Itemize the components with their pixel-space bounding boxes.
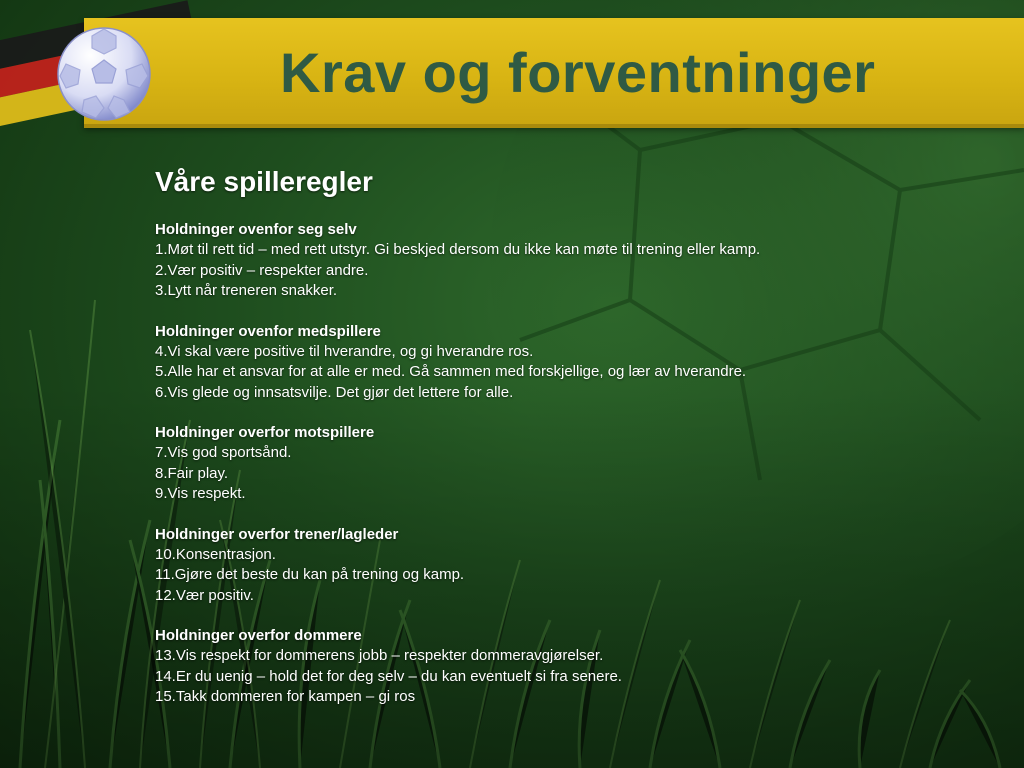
section-heading: Holdninger overfor dommere [155,627,362,644]
rule-item: 14.Er du uenig – hold det for deg selv – du kan eventuelt si fra senere. [155,667,622,685]
rule-item: 7.Vis god sportsånd. [155,444,292,461]
rule-item: 1.Møt til rett tid – med rett utstyr. Gi beskjed dersom du ikke kan møte til trening eller kamp. [155,241,761,258]
rule-item: 3.Lytt når treneren snakker. [155,282,338,299]
rule-item: 5.Alle har et ansvar for at alle er med. Gå sammen med forskjellige, og lær av hverandre. [155,363,747,380]
section-teammates [155,322,935,404]
rule-list [155,443,935,505]
rule-item: 12.Vær positiv. [155,586,254,604]
rule-item: 6.Vis glede og innsatsvilje. Det gjør det lettere for alle. [155,383,514,401]
section-self [155,220,935,302]
section-coach [155,525,935,607]
rule-item: 4.Vi skal være positive til hverandre, og gi hverandre ros. [155,342,534,360]
rule-item: 2.Vær positiv – respekter andre. [155,261,369,279]
section-opponents [155,423,935,505]
rule-item: 9.Vis respekt. [155,485,246,502]
rule-item: 11.Gjøre det beste du kan på trening og kamp. [155,566,465,583]
rule-item: 13.Vis respekt for dommerens jobb – respekter dommeravgjørelser. [155,647,604,664]
rule-list [155,342,935,404]
section-heading: Holdninger ovenfor medspillere [155,322,381,340]
rule-item: 10.Konsentrasjon. [155,545,276,563]
title-bar-underline [84,124,1024,128]
section-heading: Holdninger overfor motspillere [155,424,375,441]
rules-subtitle: Våre spilleregler [155,166,373,197]
rules-content [155,166,935,728]
section-heading: Holdninger ovenfor seg selv [155,221,357,238]
page-title: Krav og forventninger [280,41,876,104]
section-heading: Holdninger overfor trener/lagleder [155,525,399,543]
rule-list [155,545,935,607]
rule-item: 15.Takk dommeren for kampen – gi ros [155,688,416,705]
section-referees [155,626,935,708]
soccer-ball-icon [54,24,154,124]
rule-item: 8.Fair play. [155,464,229,482]
rule-list [155,646,935,708]
rule-list [155,240,935,302]
